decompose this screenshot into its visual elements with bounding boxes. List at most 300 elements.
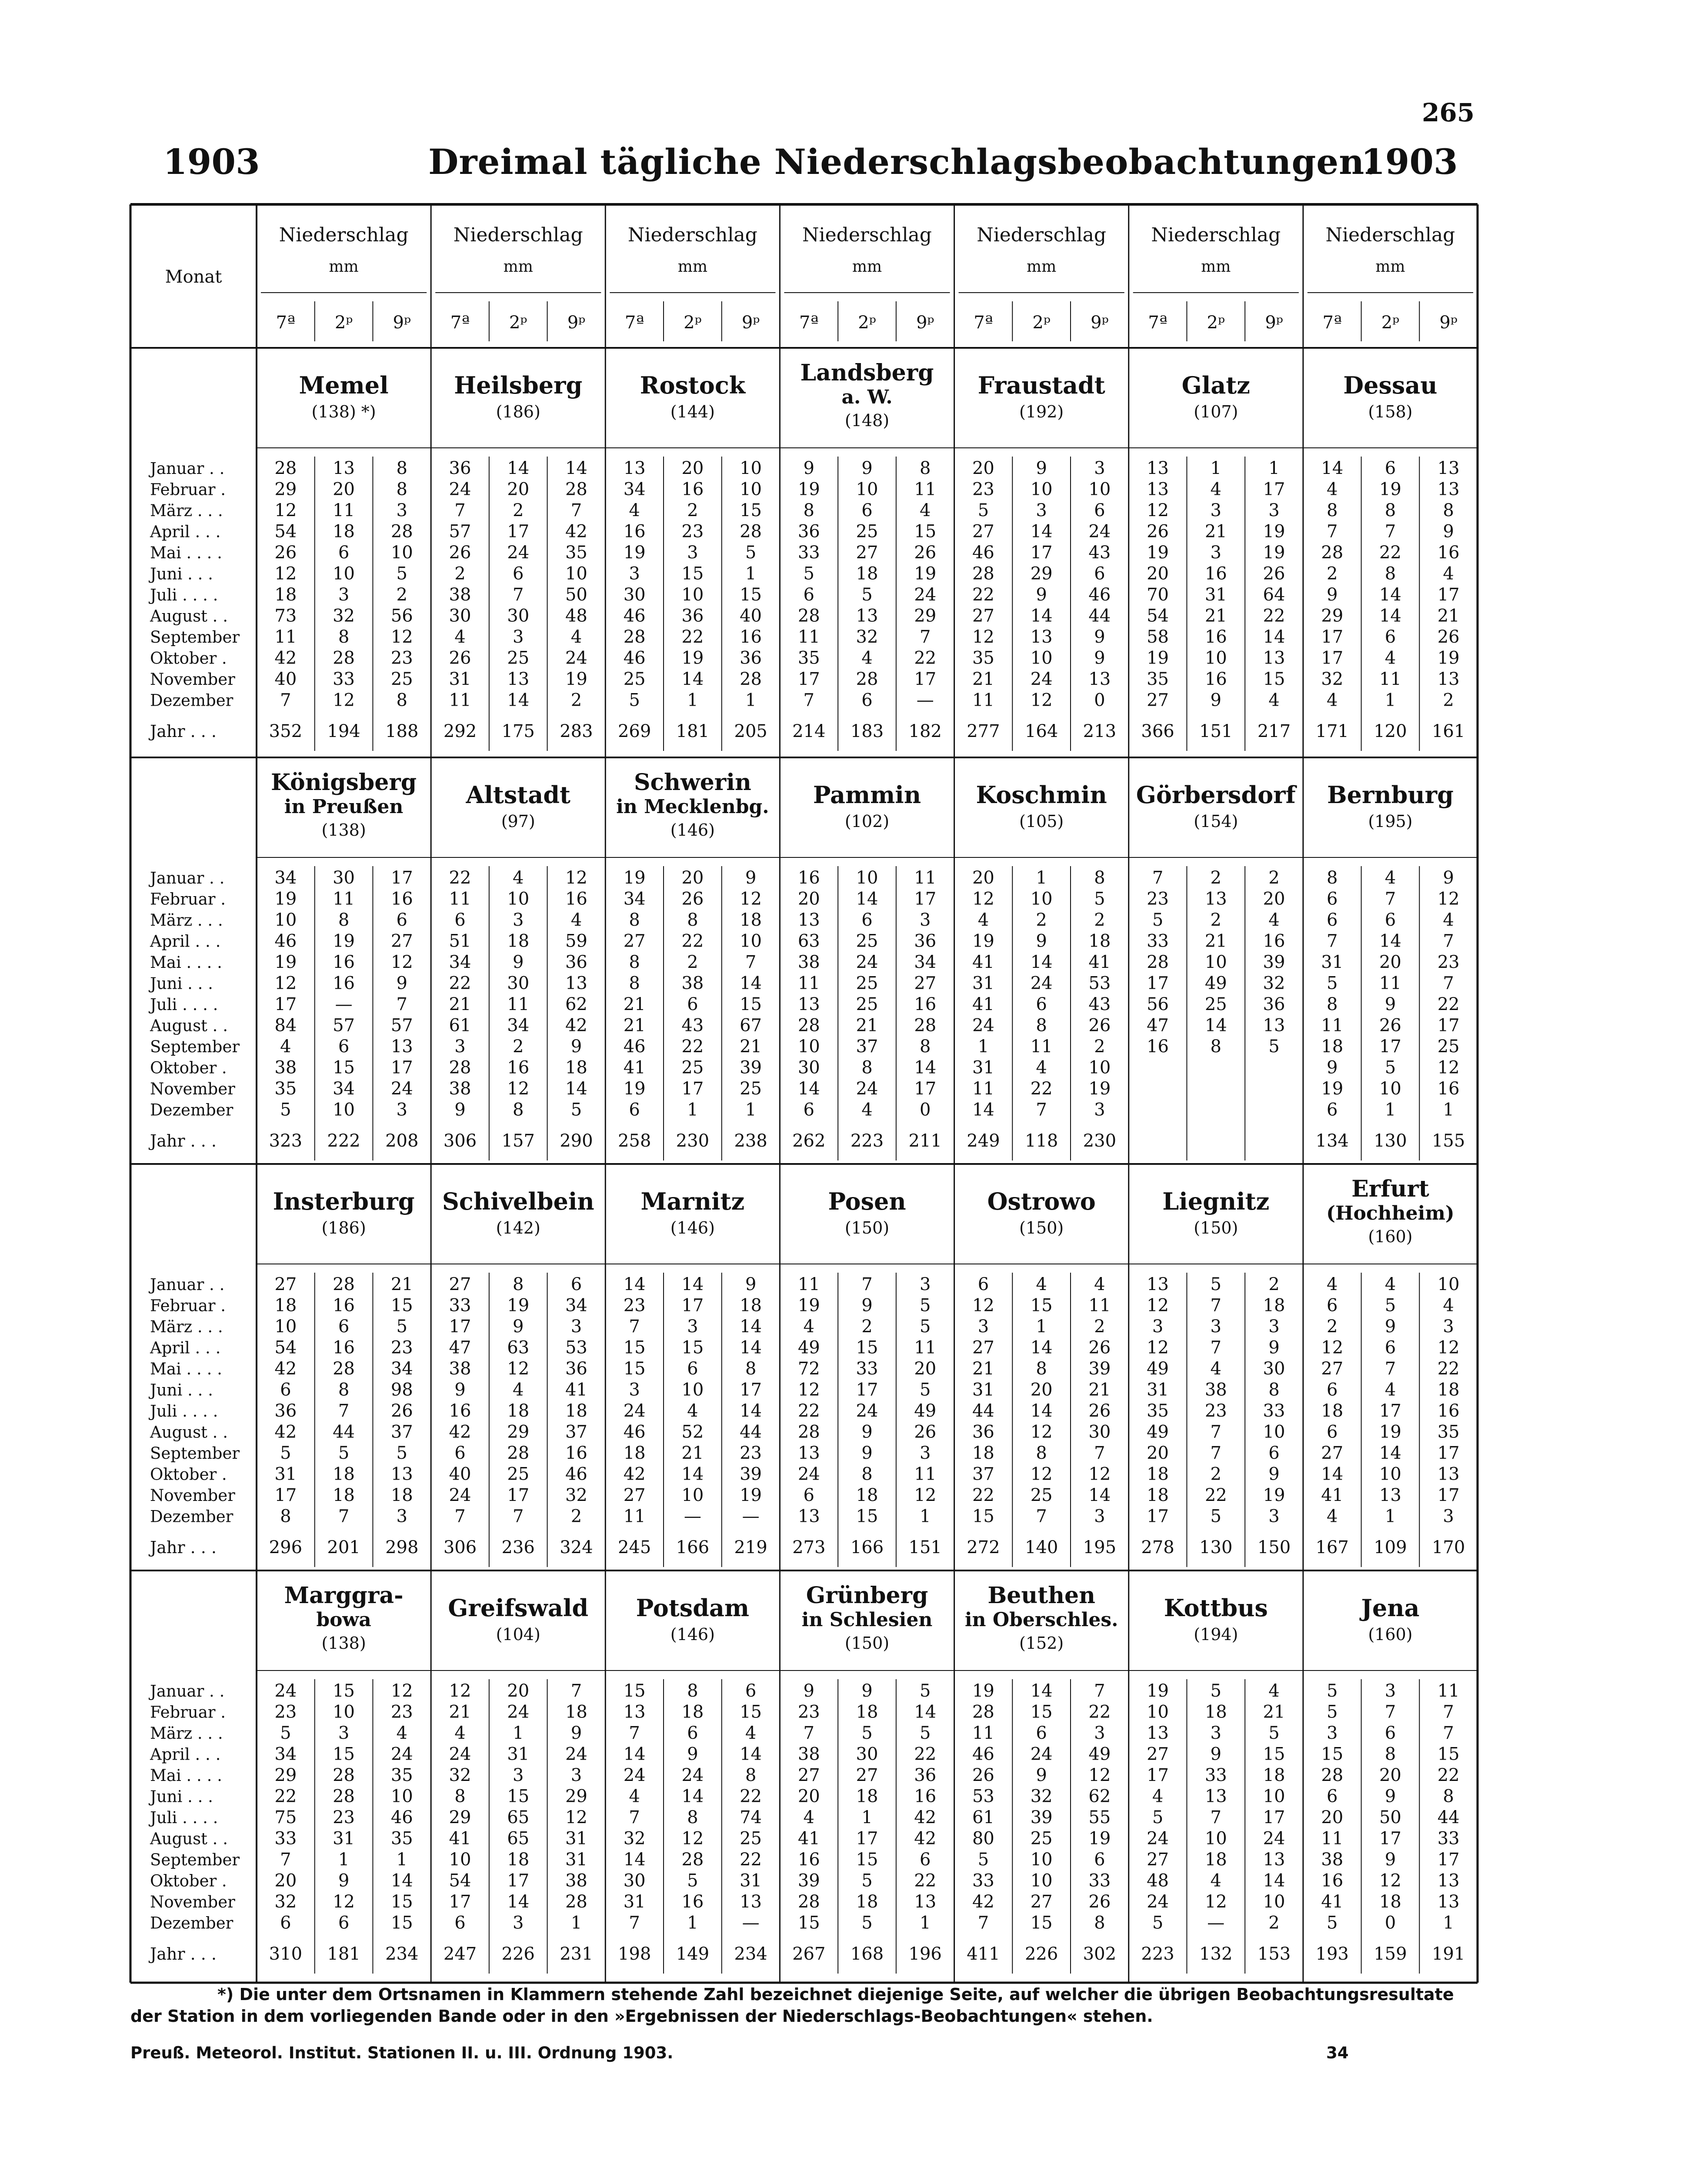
monthly-value: 32 <box>333 606 355 626</box>
monthly-value: 30 <box>507 973 530 994</box>
monthly-value: 11 <box>274 627 297 647</box>
month-label: Dezember <box>150 691 234 710</box>
monthly-value: 8 <box>396 690 408 710</box>
monthly-value: 4 <box>1326 1274 1338 1294</box>
monthly-value: 20 <box>681 458 704 478</box>
monthly-value: 9 <box>861 1443 873 1463</box>
monthly-value: 21 <box>1204 606 1227 626</box>
monthly-value: 19 <box>972 931 994 951</box>
month-label: Januar . . <box>150 1275 225 1294</box>
monthly-value: 12 <box>1147 1337 1169 1358</box>
time-header: 7ª <box>799 313 819 333</box>
monthly-value: 26 <box>1263 564 1285 584</box>
monthly-value: 1 <box>396 1850 408 1870</box>
monthly-value: 49 <box>1088 1744 1111 1764</box>
month-label: April . . . <box>150 522 221 541</box>
monthly-value: 22 <box>1379 543 1401 563</box>
monthly-value: 15 <box>623 1681 646 1701</box>
monthly-value: 40 <box>740 606 762 626</box>
monthly-value: 6 <box>687 1359 698 1379</box>
station-name: Bernburg <box>1327 781 1454 809</box>
monthly-value: 14 <box>681 1274 704 1294</box>
monthly-value: 5 <box>861 1871 873 1891</box>
month-label: Oktober . <box>150 1871 227 1891</box>
monthly-value: 5 <box>861 585 873 605</box>
monthly-value: 12 <box>333 1892 355 1912</box>
monthly-value: 21 <box>623 994 646 1014</box>
monthly-value: 12 <box>390 627 413 647</box>
monthly-value: 17 <box>1321 648 1344 668</box>
monthly-value: 13 <box>1379 1485 1401 1505</box>
monthly-value: 5 <box>745 543 757 563</box>
monthly-value: 26 <box>1088 1337 1111 1358</box>
monthly-value: 17 <box>797 669 820 689</box>
monthly-value: 16 <box>1263 931 1285 951</box>
monthly-value: 13 <box>1263 1850 1285 1870</box>
annual-total: 222 <box>327 1131 360 1151</box>
monthly-value: 22 <box>1437 1765 1460 1785</box>
jahr-label: Jahr . . . <box>150 722 217 741</box>
monthly-value: 4 <box>1326 479 1338 500</box>
monthly-value: 15 <box>1437 1744 1460 1764</box>
monthly-value: 18 <box>1437 1380 1460 1400</box>
monthly-value: 36 <box>565 1359 587 1379</box>
monthly-value: 15 <box>623 1337 646 1358</box>
monthly-value: 27 <box>914 973 937 994</box>
monthly-value: 28 <box>1321 1765 1344 1785</box>
monthly-value: 24 <box>565 648 587 668</box>
niederschlag-header: Niederschlag <box>1325 224 1455 246</box>
monthly-value: 4 <box>280 1037 291 1057</box>
monthly-value: 14 <box>740 1317 762 1337</box>
monthly-value: 6 <box>687 1723 698 1743</box>
monthly-value: 39 <box>1088 1359 1111 1379</box>
annual-total: 183 <box>850 721 884 741</box>
monthly-value: 18 <box>856 564 878 584</box>
monthly-value: 19 <box>623 868 646 888</box>
monthly-value: 6 <box>454 910 466 930</box>
monthly-value: 8 <box>1443 500 1454 520</box>
unit-header: mm <box>1375 258 1405 276</box>
monthly-value: 12 <box>1204 1892 1227 1912</box>
niederschlag-header: Niederschlag <box>977 224 1107 246</box>
month-label: Juli . . . . <box>150 1808 218 1827</box>
monthly-value: 3 <box>1210 543 1222 563</box>
annual-total: 302 <box>1083 1944 1117 1964</box>
monthly-value: 31 <box>1321 952 1344 972</box>
monthly-value: 22 <box>740 1850 762 1870</box>
station-name: Fraustadt <box>977 371 1105 399</box>
annual-total: 298 <box>385 1537 419 1557</box>
monthly-value: 11 <box>914 1464 937 1484</box>
station-name: Greifswald <box>448 1594 589 1622</box>
monthly-value: 5 <box>1152 910 1164 930</box>
monthly-value: 12 <box>565 868 587 888</box>
monthly-value: 5 <box>1210 1274 1222 1294</box>
monthly-value: 12 <box>681 1828 704 1849</box>
monthly-value: 17 <box>914 889 937 909</box>
monthly-value: 3 <box>1268 1317 1280 1337</box>
monthly-value: 9 <box>861 1295 873 1316</box>
monthly-value: 11 <box>914 479 937 500</box>
monthly-value: 14 <box>1030 1681 1053 1701</box>
monthly-value: 8 <box>1036 1443 1047 1463</box>
monthly-value: 19 <box>972 1681 994 1701</box>
monthly-value: 7 <box>512 1506 524 1527</box>
monthly-value: 23 <box>623 1295 646 1316</box>
monthly-value: 6 <box>803 1485 815 1505</box>
monthly-value: 75 <box>274 1807 297 1827</box>
monthly-value: 4 <box>1384 648 1396 668</box>
monthly-value: 22 <box>681 627 704 647</box>
monthly-value: 6 <box>454 1443 466 1463</box>
monthly-value: 7 <box>1326 521 1338 542</box>
monthly-value: 4 <box>861 1100 873 1120</box>
monthly-value: 1 <box>977 1037 989 1057</box>
month-label: September <box>150 1444 240 1463</box>
station-name: Marggra- <box>284 1582 404 1609</box>
month-label: Dezember <box>150 1914 234 1933</box>
monthly-value: 6 <box>919 1850 931 1870</box>
monthly-value: 8 <box>687 910 698 930</box>
sheet-signature: 34 <box>1326 2044 1349 2062</box>
annual-total: 411 <box>967 1944 1000 1964</box>
monthly-value: 18 <box>1263 1295 1285 1316</box>
monthly-value: 41 <box>1088 952 1111 972</box>
monthly-value: 35 <box>797 648 820 668</box>
month-label: März . . . <box>150 501 223 520</box>
monthly-value: 36 <box>274 1401 297 1421</box>
monthly-value: 30 <box>797 1057 820 1078</box>
monthly-value: 4 <box>512 1380 524 1400</box>
monthly-value: 12 <box>972 1295 994 1316</box>
monthly-value: 29 <box>274 479 297 500</box>
monthly-value: 22 <box>914 648 937 668</box>
monthly-value: 8 <box>803 500 815 520</box>
monthly-value: 7 <box>803 1723 815 1743</box>
monthly-value: 16 <box>797 1850 820 1870</box>
monthly-value: 24 <box>1030 669 1053 689</box>
monthly-value: 5 <box>977 500 989 520</box>
month-label: Juli . . . . <box>150 995 218 1014</box>
monthly-value: 25 <box>740 1828 762 1849</box>
monthly-value: 44 <box>972 1401 994 1421</box>
monthly-value: 17 <box>740 1380 762 1400</box>
monthly-value: 42 <box>274 1359 297 1379</box>
monthly-value: 6 <box>454 1913 466 1933</box>
monthly-value: 2 <box>1268 1913 1280 1933</box>
monthly-value: 14 <box>740 1401 762 1421</box>
monthly-value: 3 <box>338 585 350 605</box>
monthly-value: 1 <box>1443 1913 1454 1933</box>
monthly-value: 23 <box>390 1702 413 1722</box>
annual-total: 168 <box>850 1944 884 1964</box>
monthly-value: 16 <box>565 889 587 909</box>
monthly-value: 19 <box>274 952 297 972</box>
annual-total: 296 <box>269 1537 303 1557</box>
monthly-value: 34 <box>565 1295 587 1316</box>
monthly-value: 33 <box>1147 931 1169 951</box>
station-ref: (186) <box>496 402 540 421</box>
monthly-value: 40 <box>449 1464 471 1484</box>
monthly-value: 10 <box>1030 1850 1053 1870</box>
monthly-value: 10 <box>1030 889 1053 909</box>
monthly-value: 1 <box>687 690 698 710</box>
monthly-value: 6 <box>1036 994 1047 1014</box>
monthly-value: 2 <box>1326 564 1338 584</box>
monthly-value: 24 <box>449 1485 471 1505</box>
monthly-value: 13 <box>797 1506 820 1527</box>
monthly-value: 26 <box>274 543 297 563</box>
monthly-value: 49 <box>1204 973 1227 994</box>
monthly-value: 15 <box>740 1702 762 1722</box>
monthly-value: 9 <box>454 1380 466 1400</box>
monthly-value: 4 <box>1152 1786 1164 1807</box>
monthly-value: 11 <box>797 627 820 647</box>
monthly-value: 5 <box>280 1443 291 1463</box>
monthly-value: 39 <box>797 1871 820 1891</box>
monthly-value: 10 <box>333 564 355 584</box>
monthly-value: 9 <box>1384 1786 1396 1807</box>
monthly-value: 12 <box>1030 690 1053 710</box>
monthly-value: 6 <box>861 690 873 710</box>
monthly-value: 8 <box>687 1807 698 1827</box>
monthly-value: 25 <box>856 931 878 951</box>
monthly-value: 10 <box>1263 1892 1285 1912</box>
monthly-value: 28 <box>449 1057 471 1078</box>
monthly-value: 9 <box>1443 868 1454 888</box>
monthly-value: 20 <box>972 458 994 478</box>
monthly-value: 49 <box>1147 1359 1169 1379</box>
monthly-value: 2 <box>687 500 698 520</box>
monthly-value: 28 <box>972 1702 994 1722</box>
monthly-value: 11 <box>1088 1295 1111 1316</box>
annual-total: 140 <box>1024 1537 1058 1557</box>
monthly-value: 5 <box>919 1295 931 1316</box>
monthly-value: 24 <box>914 585 937 605</box>
monthly-value: 4 <box>512 868 524 888</box>
monthly-value: 9 <box>745 1274 757 1294</box>
monthly-value: 27 <box>1321 1443 1344 1463</box>
month-label: November <box>150 670 235 689</box>
monthly-value: 8 <box>1326 868 1338 888</box>
monthly-value: 28 <box>333 1786 355 1807</box>
monthly-value: 25 <box>856 994 878 1014</box>
monthly-value: 58 <box>1147 627 1169 647</box>
monthly-value: 14 <box>914 1702 937 1722</box>
monthly-value: 24 <box>565 1744 587 1764</box>
monthly-value: 3 <box>687 543 698 563</box>
month-label: Dezember <box>150 1507 234 1526</box>
monthly-value: 14 <box>1263 1871 1285 1891</box>
monthly-value: 1 <box>687 1100 698 1120</box>
monthly-value: 8 <box>745 1765 757 1785</box>
monthly-value: 35 <box>390 1828 413 1849</box>
monthly-value: 20 <box>507 1681 530 1701</box>
monthly-value: 44 <box>1088 606 1111 626</box>
monthly-value: 11 <box>1030 1037 1053 1057</box>
monthly-value: 51 <box>449 931 471 951</box>
unit-header: mm <box>503 258 533 276</box>
station-ref: (192) <box>1019 402 1064 421</box>
annual-total: 269 <box>617 721 651 741</box>
monthly-value: 33 <box>1437 1828 1460 1849</box>
monthly-value: 15 <box>390 1295 413 1316</box>
annual-total: 157 <box>501 1131 535 1151</box>
monthly-value: 64 <box>1263 585 1285 605</box>
monthly-value: 7 <box>1210 1295 1222 1316</box>
annual-total: 182 <box>908 721 942 741</box>
monthly-value: 3 <box>338 1723 350 1743</box>
monthly-value: 12 <box>1147 1295 1169 1316</box>
monthly-value: 11 <box>972 690 994 710</box>
monthly-value: 20 <box>1379 952 1401 972</box>
station-name-line2: in Mecklenbg. <box>616 796 769 818</box>
monthly-value: 9 <box>512 1317 524 1337</box>
monthly-value: 35 <box>274 1079 297 1099</box>
monthly-value: 3 <box>1443 1506 1454 1527</box>
annual-total: 231 <box>560 1944 593 1964</box>
monthly-value: 7 <box>629 1723 640 1743</box>
monthly-value: 18 <box>507 1401 530 1421</box>
monthly-value: 2 <box>396 585 408 605</box>
monthly-value: 13 <box>797 1443 820 1463</box>
monthly-value: 2 <box>512 500 524 520</box>
monthly-value: 25 <box>740 1079 762 1099</box>
monthly-value: 19 <box>1263 543 1285 563</box>
monthly-value: 3 <box>512 1913 524 1933</box>
monthly-value: 14 <box>1030 1337 1053 1358</box>
monthly-value: 22 <box>1204 1485 1227 1505</box>
monthly-value: 15 <box>856 1506 878 1527</box>
monthly-value: 12 <box>1147 500 1169 520</box>
monthly-value: 6 <box>1384 1337 1396 1358</box>
monat-header: Monat <box>165 267 222 287</box>
monthly-value: 18 <box>623 1443 646 1463</box>
monthly-value: 3 <box>687 1317 698 1337</box>
month-label: April . . . <box>150 932 221 951</box>
monthly-value: 36 <box>449 458 471 478</box>
monthly-value: 9 <box>1036 585 1047 605</box>
monthly-value: 16 <box>1437 1079 1460 1099</box>
monthly-value: 21 <box>972 669 994 689</box>
monthly-value: 34 <box>449 952 471 972</box>
monthly-value: 50 <box>1379 1807 1401 1827</box>
time-header: 7ª <box>624 313 644 333</box>
monthly-value: 21 <box>449 994 471 1014</box>
month-label: Februar . <box>150 890 226 909</box>
monthly-value: 16 <box>914 1786 937 1807</box>
monthly-value: 13 <box>1204 889 1227 909</box>
imprint: Preuß. Meteorol. Institut. Stationen II. u. III. Ordnung 1903. <box>130 2044 674 2062</box>
monthly-value: 6 <box>570 1274 582 1294</box>
annual-total: 170 <box>1431 1537 1465 1557</box>
monthly-value: 18 <box>507 931 530 951</box>
monthly-value: 25 <box>623 669 646 689</box>
monthly-value: 0 <box>1384 1913 1396 1933</box>
monthly-value: 4 <box>1036 1274 1047 1294</box>
monthly-value: 24 <box>681 1765 704 1785</box>
monthly-value: 54 <box>449 1871 471 1891</box>
monthly-value: 6 <box>1326 1295 1338 1316</box>
monthly-value: 33 <box>1263 1401 1285 1421</box>
monthly-value: 6 <box>745 1681 757 1701</box>
monthly-value: 9 <box>396 973 408 994</box>
monthly-value: 10 <box>1147 1702 1169 1722</box>
time-header: 2ᵖ <box>684 313 702 333</box>
monthly-value: 14 <box>623 1850 646 1870</box>
monthly-value: 8 <box>919 1037 931 1057</box>
monthly-value: 9 <box>861 1422 873 1442</box>
monthly-value: 49 <box>1147 1422 1169 1442</box>
annual-total: 323 <box>269 1131 303 1151</box>
time-header: 2ᵖ <box>509 313 527 333</box>
monthly-value: 17 <box>1321 627 1344 647</box>
monthly-value: 17 <box>1263 479 1285 500</box>
monthly-value: 5 <box>1210 1506 1222 1527</box>
annual-total: 236 <box>501 1537 535 1557</box>
monthly-value: 41 <box>1321 1892 1344 1912</box>
monthly-value: 5 <box>570 1100 582 1120</box>
monthly-value: 13 <box>856 606 878 626</box>
monthly-value: 18 <box>390 1485 413 1505</box>
monthly-value: 62 <box>565 994 587 1014</box>
monthly-value: 27 <box>623 1485 646 1505</box>
station-ref: (160) <box>1368 1625 1413 1644</box>
monthly-value: 26 <box>1088 1401 1111 1421</box>
monthly-value: 16 <box>333 973 355 994</box>
month-label: November <box>150 1486 235 1505</box>
station-name: Altstadt <box>466 781 570 809</box>
monthly-value: 20 <box>333 479 355 500</box>
monthly-value: 9 <box>338 1871 350 1891</box>
monthly-value: 18 <box>1263 1765 1285 1785</box>
monthly-value: 6 <box>977 1274 989 1294</box>
monthly-value: 26 <box>1147 521 1169 542</box>
monthly-value: 41 <box>972 994 994 1014</box>
monthly-value: 26 <box>1088 1892 1111 1912</box>
monthly-value: 31 <box>449 669 471 689</box>
annual-total: 191 <box>1431 1944 1465 1964</box>
station-ref: (150) <box>1019 1218 1064 1237</box>
time-header: 9ᵖ <box>567 313 586 333</box>
monthly-value: 10 <box>1204 648 1227 668</box>
monthly-value: 3 <box>512 1765 524 1785</box>
monthly-value: 3 <box>1268 500 1280 520</box>
monthly-value: 6 <box>803 585 815 605</box>
monthly-value: 10 <box>274 1317 297 1337</box>
monthly-value: 4 <box>570 627 582 647</box>
annual-total: 290 <box>560 1131 593 1151</box>
monthly-value: 6 <box>1384 910 1396 930</box>
monthly-value: 9 <box>687 1744 698 1764</box>
monthly-value: 24 <box>1030 973 1053 994</box>
month-label: Juni . . . <box>150 1787 213 1806</box>
time-header: 2ᵖ <box>334 313 353 333</box>
monthly-value: 18 <box>565 1702 587 1722</box>
monthly-value: 16 <box>1321 1871 1344 1891</box>
monthly-value: 7 <box>1210 1807 1222 1827</box>
monthly-value: 7 <box>745 952 757 972</box>
monthly-value: 23 <box>1437 952 1460 972</box>
monthly-value: 8 <box>861 1464 873 1484</box>
monthly-value: 31 <box>565 1850 587 1870</box>
monthly-value: 13 <box>1147 1723 1169 1743</box>
annual-total: 223 <box>1141 1944 1174 1964</box>
station-ref: (150) <box>844 1634 890 1653</box>
monthly-value: 27 <box>972 606 994 626</box>
time-header: 9ᵖ <box>916 313 934 333</box>
